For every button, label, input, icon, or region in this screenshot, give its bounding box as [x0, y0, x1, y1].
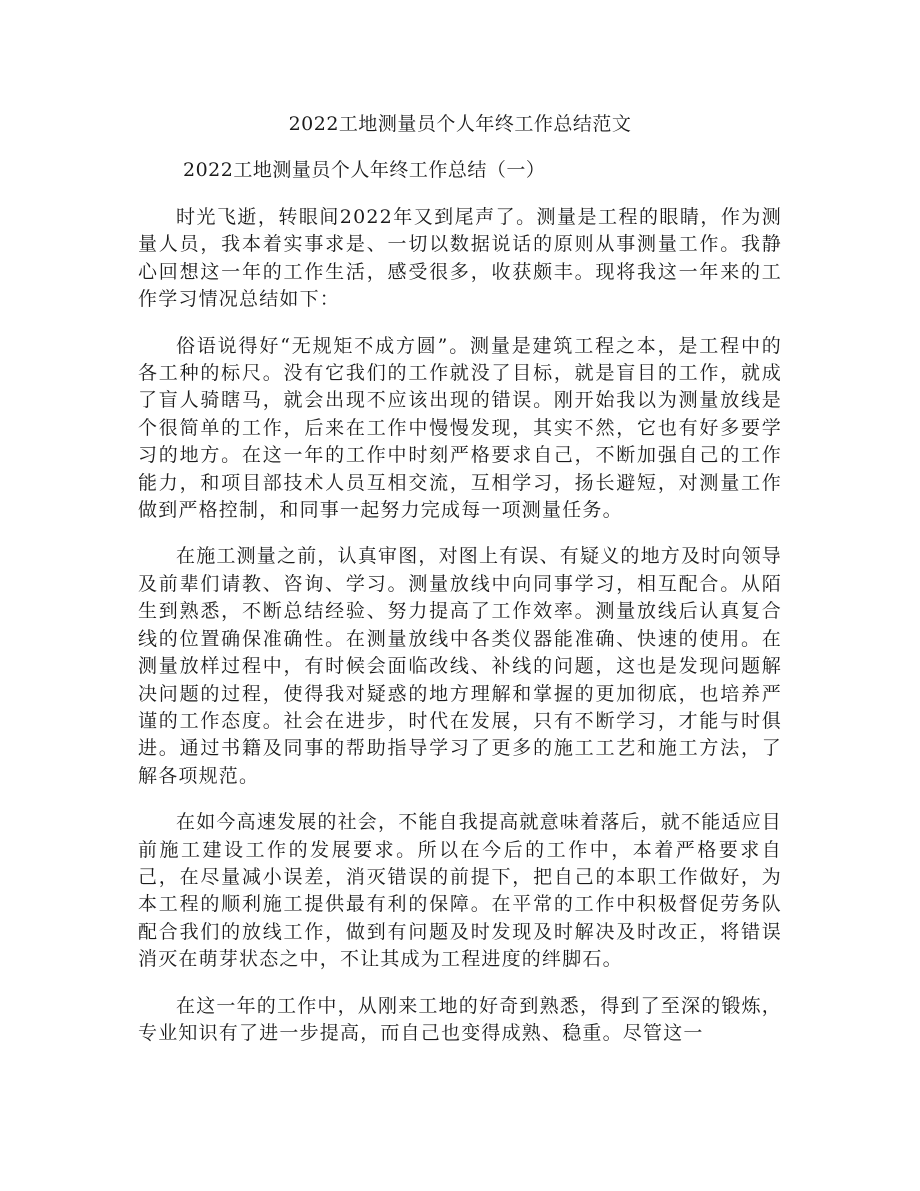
document-body: [138, 204, 782, 1066]
paragraph-4: 在如今高速发展的社会，不能自我提高就意味着落后，就不能适应目前施工建设工作的发展要求。所以在今后的工作中，本着严格要求自己，在尽量减小误差，消灭错误的前提下，把自己的本职工作做好，为本工程的顺利施工提供最有利的保障。在平常的工作中积极督促劳务队配合我们的放线工作，做到有问题及时发现及时解决及时改正，将错误消灭在萌芽状态之中，不让其成为工程进度的绊脚石。: [138, 811, 783, 971]
paragraph-5: 在这一年的工作中，从刚来工地的好奇到熟悉，得到了至深的锻炼，专业知识有了进一步提高，而自己也变得成熟、稳重。尽管这一: [138, 994, 783, 1044]
paragraph-2: 俗语说得好“无规矩不成方圆”。测量是建筑工程之本，是工程中的各工种的标尺。没有它我们的工作就没了目标，就是盲目的工作，就成了盲人骑瞎马，就会出现不应该出现的错误。刚开始我以为测量放线是个很简单的工作，后来在工作中慢慢发现，其实不然，它也有好多要学习的地方。在这一年的工作中时刻严格要求自己，不断加强自己的工作能力，和项目部技术人员互相交流，互相学习，扬长避短，对测量工作做到严格控制，和同事一起努力完成每一项测量任务。: [138, 334, 782, 522]
section-subtitle: 2022工地测量员个人年终工作总结（一）: [183, 159, 546, 181]
document-title: 2022工地测量员个人年终工作总结范文: [288, 113, 632, 135]
paragraph-1: 时光飞逝，转眼间2022年又到尾声了。测量是工程的眼睛，作为测量人员，我本着实事求是、一切以数据说话的原则从事测量工作。我静心回想这一年的工作生活，感受很多，收获颇丰。现将我这一年来的工作学习情况总结如下：: [138, 206, 782, 311]
paragraph-3: 在施工测量之前，认真审图，对图上有误、有疑义的地方及时向领导及前辈们请教、咨询、学习。测量放线中向同事学习，相互配合。从陌生到熟悉，不断总结经验、努力提高了工作效率。测量放线后认真复合线的位置确保准确性。在测量放线中各类仪器能准确、快速的使用。在测量放样过程中，有时候会面临改线、补线的问题，这也是发现问题解决问题的过程，使得我对疑惑的地方理解和掌握的更加彻底，也培养严谨的工作态度。社会在进步，时代在发展，只有不断学习，才能与时俱进。通过书籍及同事的帮助指导学习了更多的施工工艺和施工方法，了解各项规范。: [138, 545, 783, 787]
